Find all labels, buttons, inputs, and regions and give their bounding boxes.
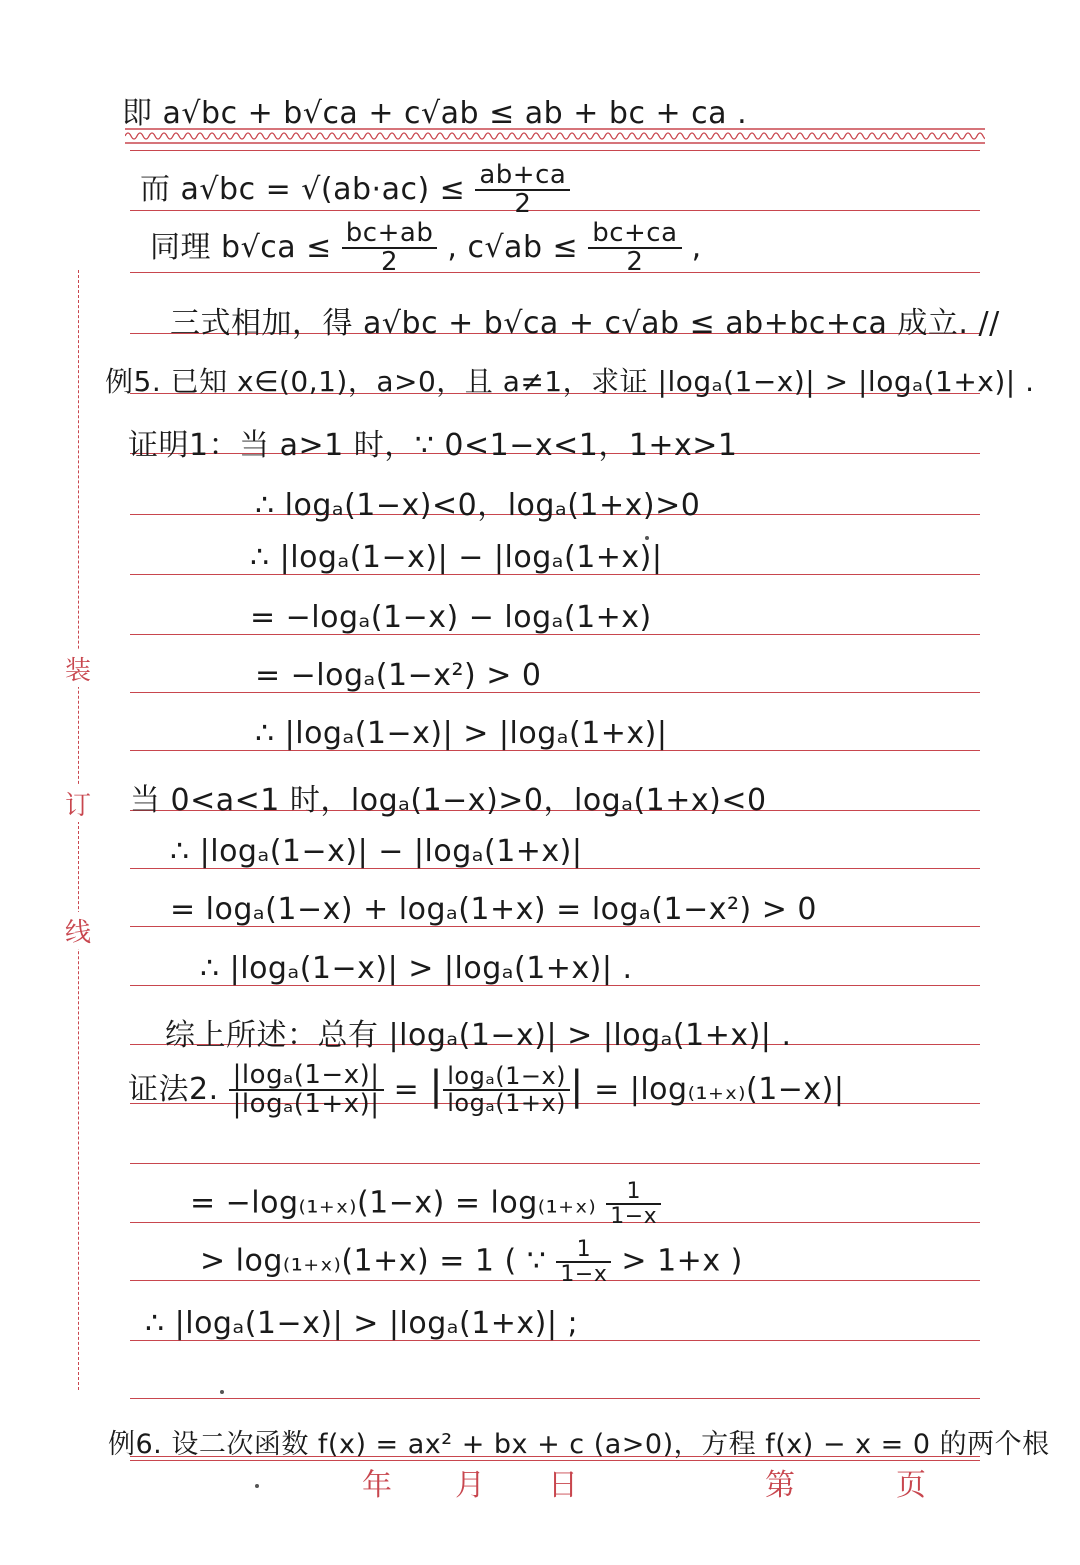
- fraction-numerator: bc+ca: [588, 220, 681, 249]
- fraction-numerator: 1: [556, 1238, 611, 1263]
- text-line-6: 证明1：当 a>1 时，∵ 0<1−x<1，1+x>1: [128, 428, 738, 463]
- fraction: [475, 162, 570, 219]
- ruled-line: [130, 1163, 980, 1164]
- ruled-line: [130, 1398, 980, 1399]
- fraction-denominator: logₐ(1+x): [447, 1089, 567, 1118]
- fraction-denominator: 1−x: [610, 1204, 658, 1230]
- text-line-16: 综上所述：总有 |logₐ(1−x)| > |logₐ(1+x)| .: [165, 1018, 792, 1053]
- text-line-13: ∴ |logₐ(1−x)| − |logₐ(1+x)|: [170, 834, 583, 869]
- fraction-denominator: 2: [626, 247, 644, 278]
- text-line-2: [140, 162, 570, 219]
- footer-day: 日: [548, 1468, 578, 1503]
- fraction-numerator: logₐ(1−x): [443, 1064, 570, 1091]
- text-line-19: [200, 1238, 743, 1286]
- text-segment: = |log₍₁₊ₓ₎(1−x)|: [594, 1071, 845, 1107]
- text-segment: ,: [691, 229, 702, 265]
- margin-label-zhuang: 装: [56, 650, 100, 687]
- ink-dot: [645, 536, 649, 540]
- text-line-15: ∴ |logₐ(1−x)| > |logₐ(1+x)| .: [200, 951, 633, 986]
- ink-dot: [220, 1390, 224, 1394]
- text-line-17: [128, 1062, 844, 1119]
- text-segment: , c√ab ≤: [447, 229, 579, 265]
- fraction-denominator: 2: [381, 247, 399, 278]
- text-line-5: 例5. 已知 x∈(0,1)，a>0，且 a≠1，求证 |logₐ(1−x)| > |logₐ(1+x)| .: [105, 365, 1035, 398]
- fraction-numerator: bc+ab: [342, 220, 438, 249]
- text-line-4: 三式相加，得 a√bc + b√ca + c√ab ≤ ab+bc+ca 成立. //: [170, 306, 1000, 341]
- fraction: [556, 1238, 611, 1286]
- fraction: [443, 1064, 570, 1116]
- text-line-21: 例6. 设二次函数 f(x) = ax² + bx + c (a>0)，方程 f(x) − x = 0 的两个根: [108, 1429, 1050, 1460]
- fraction: [588, 220, 681, 277]
- text-line-3: [150, 220, 702, 277]
- abs-bar-right: |: [570, 1062, 585, 1109]
- text-line-14: = logₐ(1−x) + logₐ(1+x) = logₐ(1−x²) > 0: [170, 892, 818, 927]
- text-line-9: = −logₐ(1−x) − logₐ(1+x): [250, 600, 652, 635]
- fraction-denominator: 2: [514, 189, 532, 220]
- text-segment: > 1+x ): [621, 1243, 743, 1279]
- text-line-11: ∴ |logₐ(1−x)| > |logₐ(1+x)|: [255, 716, 668, 751]
- text-line-18: [190, 1180, 661, 1228]
- fraction-denominator: 1−x: [560, 1262, 608, 1288]
- footer-month: 月: [455, 1468, 485, 1503]
- abs-bar-left: |: [429, 1062, 444, 1109]
- fraction-denominator: |logₐ(1+x)|: [232, 1089, 380, 1120]
- text-segment: > log₍₁₊ₓ₎(1+x) = 1 ( ∵: [200, 1243, 547, 1279]
- fraction-numerator: |logₐ(1−x)|: [229, 1062, 384, 1091]
- text-segment: 而 a√bc = √(ab·ac) ≤: [140, 171, 466, 207]
- fraction: [342, 220, 438, 277]
- text-line-12: 当 0<a<1 时，logₐ(1−x)>0，logₐ(1+x)<0: [130, 783, 767, 818]
- footer-di: 第: [765, 1468, 795, 1503]
- fraction-numerator: ab+ca: [475, 162, 570, 191]
- text-segment: = −log₍₁₊ₓ₎(1−x) = log₍₁₊ₓ₎: [190, 1185, 597, 1221]
- text-segment: 同理 b√ca ≤: [150, 229, 332, 265]
- fraction: [606, 1180, 661, 1228]
- footer-year: 年: [362, 1468, 392, 1503]
- text-line-8: ∴ |logₐ(1−x)| − |logₐ(1+x)|: [250, 540, 663, 575]
- margin-label-ding: 订: [56, 785, 100, 822]
- footer-page: 页: [896, 1468, 926, 1503]
- text-line-1: 即 a√bc + b√ca + c√ab ≤ ab + bc + ca .: [122, 96, 748, 131]
- text-segment: =: [393, 1071, 420, 1107]
- text-line-7: ∴ logₐ(1−x)<0，logₐ(1+x)>0: [255, 488, 701, 523]
- margin-label-xian: 线: [56, 912, 100, 949]
- fraction: [229, 1062, 384, 1119]
- binding-margin-line: [78, 270, 79, 1390]
- ruled-line: [130, 150, 980, 151]
- text-line-10: = −logₐ(1−x²) > 0: [255, 658, 542, 693]
- fraction-numerator: 1: [606, 1180, 661, 1205]
- text-segment: 证法2.: [128, 1071, 219, 1107]
- ink-dot: [255, 1484, 259, 1488]
- text-line-20: ∴ |logₐ(1−x)| > |logₐ(1+x)| ;: [145, 1306, 579, 1341]
